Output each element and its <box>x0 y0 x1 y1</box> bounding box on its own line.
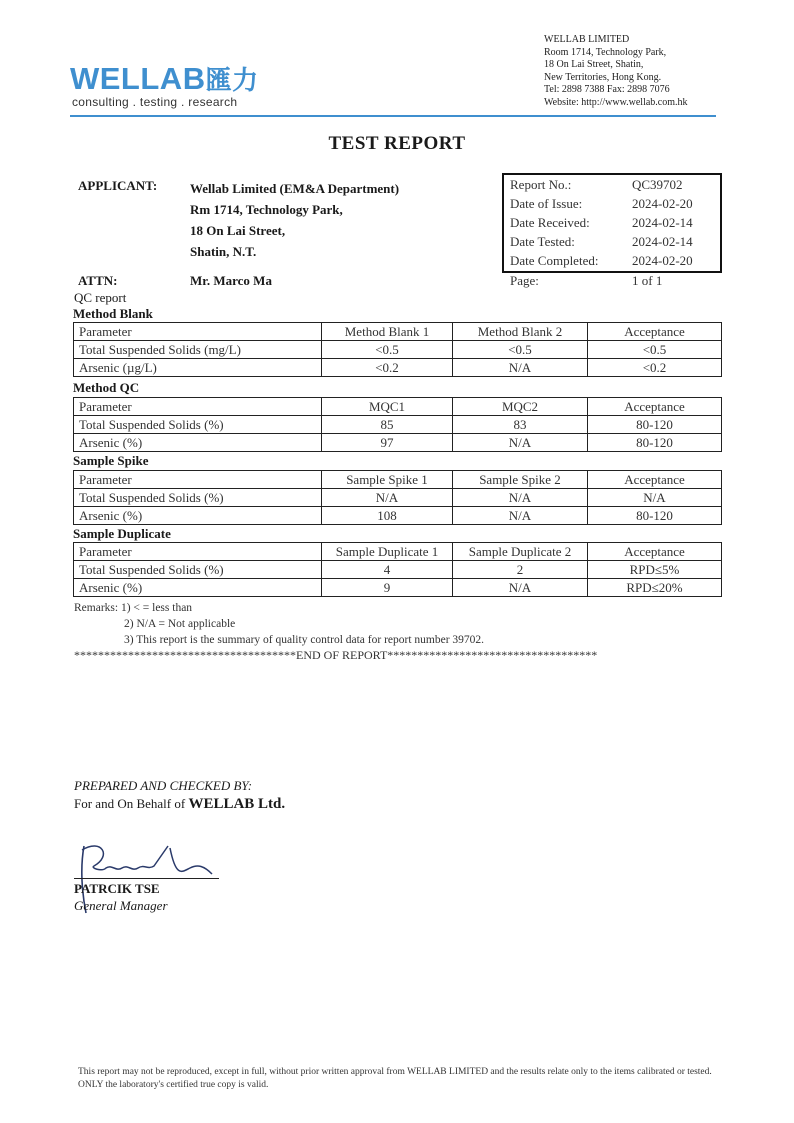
qc-table-method-blank <box>73 322 722 377</box>
address-line: Room 1714, Technology Park, <box>544 46 667 58</box>
remarks <box>74 600 484 648</box>
logo-text: WELLAB <box>70 61 206 96</box>
table-cell: <0.2 <box>588 359 722 377</box>
qc-table-method-qc <box>73 397 722 452</box>
signature-line <box>74 878 219 879</box>
table-header-row <box>74 398 722 416</box>
end-of-report: *************************************END OF REPORT*********************************** <box>74 648 598 662</box>
company-address <box>544 34 688 110</box>
table-row <box>74 341 722 359</box>
behalf-company: WELLAB Ltd. <box>188 796 286 812</box>
table-row <box>74 489 722 507</box>
section-title: Method Blank <box>73 306 153 321</box>
table-cell: N/A <box>453 507 588 525</box>
qc-table-sample-duplicate <box>73 542 722 597</box>
table-header-cell: Acceptance <box>588 323 722 341</box>
table-cell: N/A <box>453 579 588 597</box>
report-info-box <box>502 173 722 273</box>
table-cell: <0.2 <box>322 359 453 377</box>
table-cell: 2 <box>453 561 588 579</box>
info-value: 2024-02-20 <box>632 196 693 211</box>
table-cell: RPD≤20% <box>588 579 722 597</box>
table-cell: RPD≤5% <box>588 561 722 579</box>
section-title: Method QC <box>73 380 140 395</box>
table-cell: 80-120 <box>588 416 722 434</box>
table-row <box>74 561 722 579</box>
applicant-line: 18 On Lai Street, <box>190 223 286 238</box>
address-line: WELLAB LIMITED <box>544 34 630 45</box>
table-header-cell: Parameter <box>74 543 322 561</box>
table-header-cell: Sample Duplicate 1 <box>322 543 453 561</box>
table-header-cell: Method Blank 1 <box>322 323 453 341</box>
info-label: Date Tested: <box>510 234 575 249</box>
table-cell: N/A <box>453 434 588 452</box>
qc-report-title: QC report <box>74 290 127 305</box>
table-cell: N/A <box>588 489 722 507</box>
table-header-cell: Acceptance <box>588 398 722 416</box>
info-value: 2024-02-14 <box>632 234 693 249</box>
address-line: 18 On Lai Street, Shatin, <box>544 59 644 71</box>
table-cell: Total Suspended Solids (mg/L) <box>74 341 322 359</box>
info-value: QC39702 <box>632 177 683 192</box>
applicant-label: APPLICANT: <box>78 178 158 193</box>
logo-cjk: 匯力 <box>205 65 259 95</box>
section-title: Sample Duplicate <box>73 526 171 541</box>
table-cell: N/A <box>322 489 453 507</box>
report-title: TEST REPORT <box>328 133 466 154</box>
table-cell: <0.5 <box>453 341 588 359</box>
signatory-name: PATRCIK TSE <box>74 881 160 896</box>
table-cell: 9 <box>322 579 453 597</box>
address-line: New Territories, Hong Kong. <box>544 71 662 83</box>
applicant-line: Rm 1714, Technology Park, <box>190 202 343 217</box>
prepared-label: PREPARED AND CHECKED BY: <box>74 778 253 793</box>
behalf-line <box>74 796 285 813</box>
table-cell: 80-120 <box>588 507 722 525</box>
table-cell: Arsenic (%) <box>74 507 322 525</box>
table-cell: Total Suspended Solids (%) <box>74 489 322 507</box>
table-row <box>74 359 722 377</box>
table-cell: 85 <box>322 416 453 434</box>
table-header-cell: Sample Spike 1 <box>322 471 453 489</box>
applicant-line: Wellab Limited (EM&A Department) <box>190 181 400 196</box>
remark-line: Remarks: 1) < = less than <box>74 602 193 614</box>
signatory-title: General Manager <box>74 898 168 913</box>
table-row <box>74 416 722 434</box>
info-label: Date Completed: <box>510 253 599 268</box>
table-header-cell: Acceptance <box>588 471 722 489</box>
remark-line: 2) N/A = Not applicable <box>124 618 236 630</box>
table-header-cell: Parameter <box>74 398 322 416</box>
table-row <box>74 579 722 597</box>
info-label: Date Received: <box>510 215 590 230</box>
footer-disclaimer: This report may not be reproduced, except in full, without prior written approval from WELLAB LIMITED and the results relate only to the items calibrated or tested. ONLY the laboratory's certified true copy is valid. <box>78 1067 712 1090</box>
table-header-cell: Parameter <box>74 471 322 489</box>
table-header-cell: MQC2 <box>453 398 588 416</box>
applicant-line: Shatin, N.T. <box>190 244 257 259</box>
info-label: Date of Issue: <box>510 196 583 211</box>
section-title: Sample Spike <box>73 453 149 468</box>
info-value: 2024-02-20 <box>632 253 693 268</box>
page-value: 1 of 1 <box>632 273 663 288</box>
page-label: Page: <box>510 273 539 288</box>
table-header-cell: Sample Duplicate 2 <box>453 543 588 561</box>
address-line: Tel: 2898 7388 Fax: 2898 7076 <box>544 84 670 96</box>
table-cell: <0.5 <box>322 341 453 359</box>
table-header-cell: MQC1 <box>322 398 453 416</box>
table-header-row <box>74 471 722 489</box>
info-label: Report No.: <box>510 177 572 192</box>
table-cell: N/A <box>453 489 588 507</box>
table-header-cell: Sample Spike 2 <box>453 471 588 489</box>
attn-label: ATTN: <box>78 273 118 288</box>
table-header-cell: Parameter <box>74 323 322 341</box>
table-cell: 83 <box>453 416 588 434</box>
qc-table-sample-spike <box>73 470 722 525</box>
behalf-prefix: For and On Behalf of <box>74 796 186 811</box>
table-cell: <0.5 <box>588 341 722 359</box>
header-divider <box>70 115 716 117</box>
company-logo <box>70 60 259 97</box>
table-cell: 97 <box>322 434 453 452</box>
table-cell: Total Suspended Solids (%) <box>74 416 322 434</box>
table-cell: Arsenic (µg/L) <box>74 359 322 377</box>
table-header-row <box>74 323 722 341</box>
table-cell: 80-120 <box>588 434 722 452</box>
table-row <box>74 507 722 525</box>
table-row <box>74 434 722 452</box>
logo-tagline: consulting . testing . research <box>72 95 238 109</box>
info-value: 2024-02-14 <box>632 215 693 230</box>
table-header-cell: Method Blank 2 <box>453 323 588 341</box>
table-cell: Arsenic (%) <box>74 579 322 597</box>
remark-line: 3) This report is the summary of quality control data for report number 39702. <box>124 634 485 646</box>
table-cell: 108 <box>322 507 453 525</box>
attn-value: Mr. Marco Ma <box>190 273 272 288</box>
table-header-row <box>74 543 722 561</box>
applicant-address <box>190 178 399 262</box>
table-header-cell: Acceptance <box>588 543 722 561</box>
table-cell: Arsenic (%) <box>74 434 322 452</box>
table-cell: Total Suspended Solids (%) <box>74 561 322 579</box>
table-cell: 4 <box>322 561 453 579</box>
address-line: Website: http://www.wellab.com.hk <box>544 96 688 108</box>
table-cell: N/A <box>453 359 588 377</box>
